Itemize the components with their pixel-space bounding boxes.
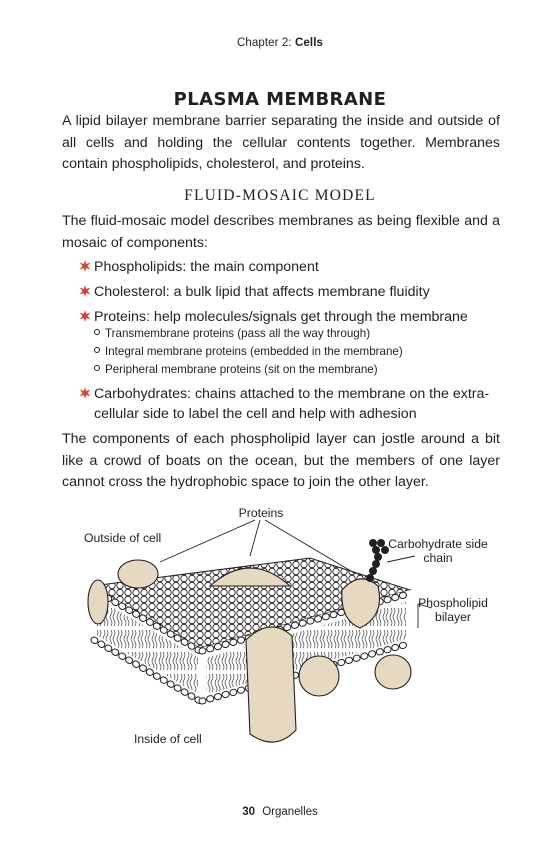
list-item-text: Proteins: help molecules/signals get through the membrane <box>94 309 468 325</box>
peripheral-protein-left <box>118 560 158 588</box>
circle-bullet-icon <box>94 365 100 371</box>
star-bullet-icon <box>78 259 92 273</box>
model-paragraph: The fluid-mosaic model describes membranes as being flexible and a mosaic of components: <box>62 213 500 251</box>
membrane-diagram <box>60 498 488 763</box>
list-item <box>78 384 508 424</box>
outside-of-cell-label: Outside of cell <box>84 531 162 545</box>
list-item-text: Phospholipids: the main component <box>94 259 319 275</box>
chapter-title: Cells <box>295 37 323 49</box>
transmembrane-protein-large <box>246 627 296 742</box>
closing-paragraph: The components of each phospholipid layer can jostle around a bit like a crowd of boats on the ocean, but the members of one layer cannot cross the hydrophobic space to join the other layer. <box>62 431 500 490</box>
carbohydrate-label: Carbohydrate side chain <box>388 537 488 565</box>
running-header <box>0 37 560 49</box>
integral-protein-small <box>299 656 339 696</box>
sub-list-item: Integral membrane proteins (embedded in the membrane) <box>94 344 403 359</box>
circle-bullet-icon <box>94 329 100 335</box>
sub-list-item: Transmembrane proteins (pass all the way through) <box>94 326 370 341</box>
list-item-text: Cholesterol: a bulk lipid that affects membrane fluidity <box>94 284 430 300</box>
page-number: 30 <box>242 806 255 818</box>
footer-section: Organelles <box>262 806 318 818</box>
phospholipid-bilayer-label: Phospholipid bilayer <box>418 596 488 624</box>
list-item-text: Carbohydrates: chains attached to the membrane on the extra- <box>94 386 490 402</box>
star-bullet-icon <box>78 386 92 400</box>
inside-of-cell-label: Inside of cell <box>134 732 202 746</box>
list-item <box>78 282 508 302</box>
list-item <box>78 257 508 277</box>
intro-paragraph: A lipid bilayer membrane barrier separating the inside and outside of all cells and holding the cellular contents together. Membranes contain phospholipids, cholesterol, and proteins. <box>62 113 500 172</box>
star-bullet-icon <box>78 284 92 298</box>
section-subheading: FLUID-MOSAIC MODEL <box>184 187 376 204</box>
list-item-text-continued: cellular side to label the cell and help with adhesion <box>94 406 417 422</box>
chapter-label: Chapter 2: <box>237 37 292 49</box>
page-title: PLASMA MEMBRANE <box>173 89 387 110</box>
circle-bullet-icon <box>94 347 100 353</box>
sub-list-item: Peripheral membrane proteins (sit on the membrane) <box>94 362 378 377</box>
star-bullet-icon <box>78 309 92 323</box>
integral-protein-right <box>375 655 411 689</box>
page-footer <box>0 806 560 818</box>
list-item <box>78 307 508 327</box>
proteins-label: Proteins <box>238 506 284 520</box>
